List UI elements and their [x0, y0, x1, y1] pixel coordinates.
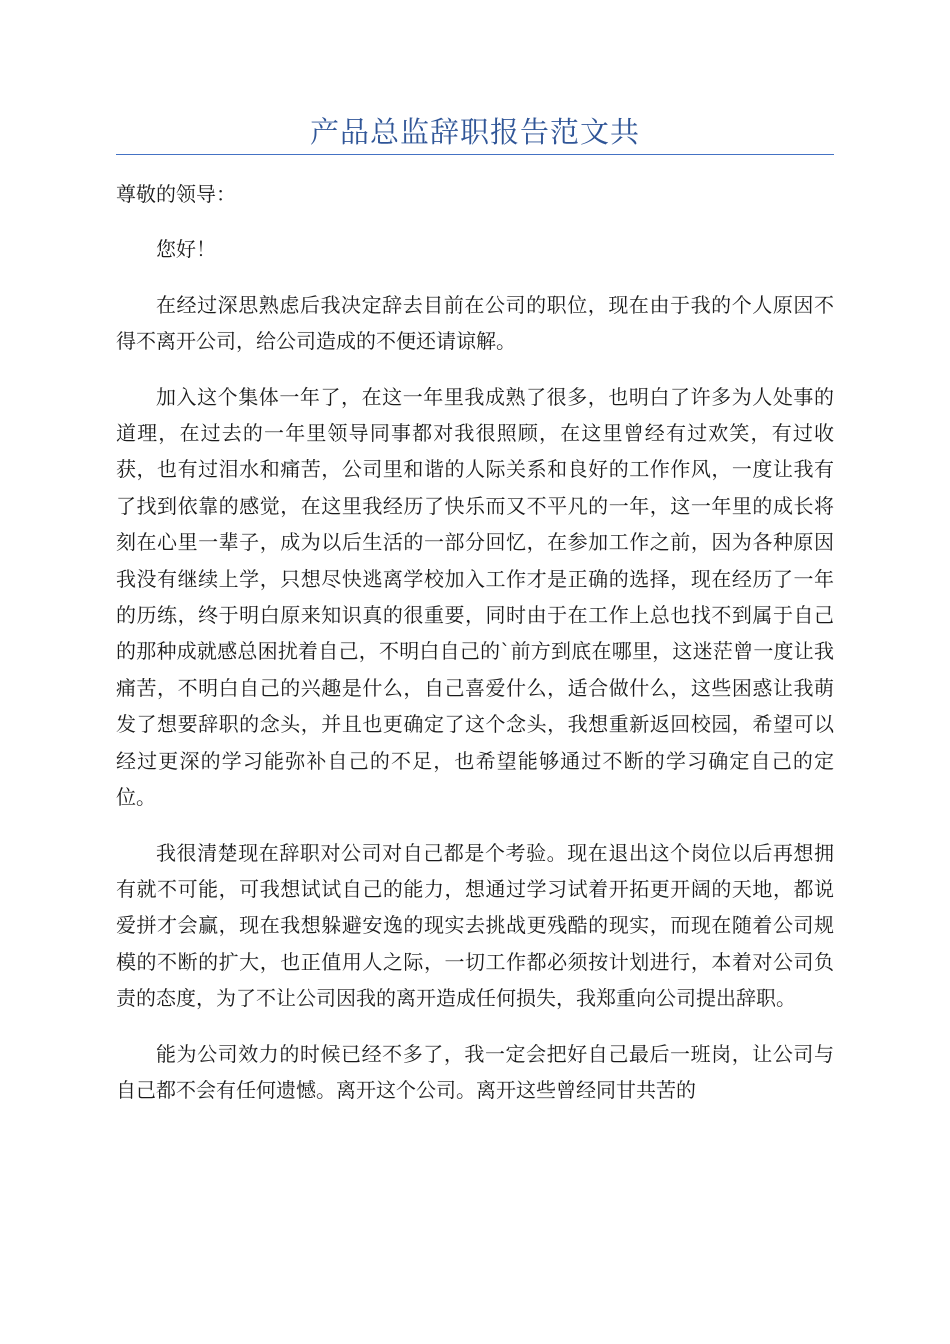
- title-underline: [116, 154, 834, 155]
- document-title: 产品总监辞职报告范文共: [309, 115, 640, 149]
- paragraph-closing: 能为公司效力的时候已经不多了，我一定会把好自己最后一班岗，让公司与自己都不会有任何遗憾。离开这个公司。离开这些曾经同甘共苦的: [116, 1041, 834, 1102]
- paragraph-reason: 我很清楚现在辞职对公司对自己都是个考验。现在退出这个岗位以后再想拥有就不可能，可我想试试自己的能力，想通过学习试着开拓更开阔的天地，都说爱拼才会赢，现在我想躲避安逸的现实去挑战更残酷的现实，而现在随着公司规模的不断的扩大，也正值用人之际，一切工作都必须按计划进行，本着对公司负责的态度，为了不让公司因我的离开造成任何损失，我郑重向公司提出辞职。: [116, 840, 834, 1011]
- paragraph-reflection: 加入这个集体一年了，在这一年里我成熟了很多，也明白了许多为人处事的道理，在过去的一年里领导同事都对我很照顾，在这里曾经有过欢笑，有过收获，也有过泪水和痛苦，公司里和谐的人际关系和良好的工作作风，一度让我有了找到依靠的感觉，在这里我经历了快乐而又不平凡的一年，这一年里的成长将刻在心里一辈子，成为以后生活的一部分回忆，在参加工作之前，因为各种原因我没有继续上学，只想尽快逃离学校加入工作才是正确的选择，现在经历了一年的历练，终于明白原来知识真的很重要，同时由于在工作上总也找不到属于自己的那种成就感总困扰着自己，不明白自己的`前方到底在哪里，这迷茫曾一度让我痛苦，不明白自己的兴趣是什么，自己喜爱什么，适合做什么，这些困惑让我萌发了想要辞职的念头，并且也更确定了这个念头，我想重新返回校园，希望可以经过更深的学习能弥补自己的不足，也希望能够通过不断的学习确定自己的定位。: [116, 384, 834, 810]
- paragraph-decision: 在经过深思熟虑后我决定辞去目前在公司的职位，现在由于我的个人原因不得不离开公司，给公司造成的不便还请谅解。: [116, 292, 834, 354]
- paragraph-greeting: 您好！: [156, 237, 216, 262]
- salutation: 尊敬的领导：: [116, 182, 236, 206]
- document-body: [116, 176, 834, 1127]
